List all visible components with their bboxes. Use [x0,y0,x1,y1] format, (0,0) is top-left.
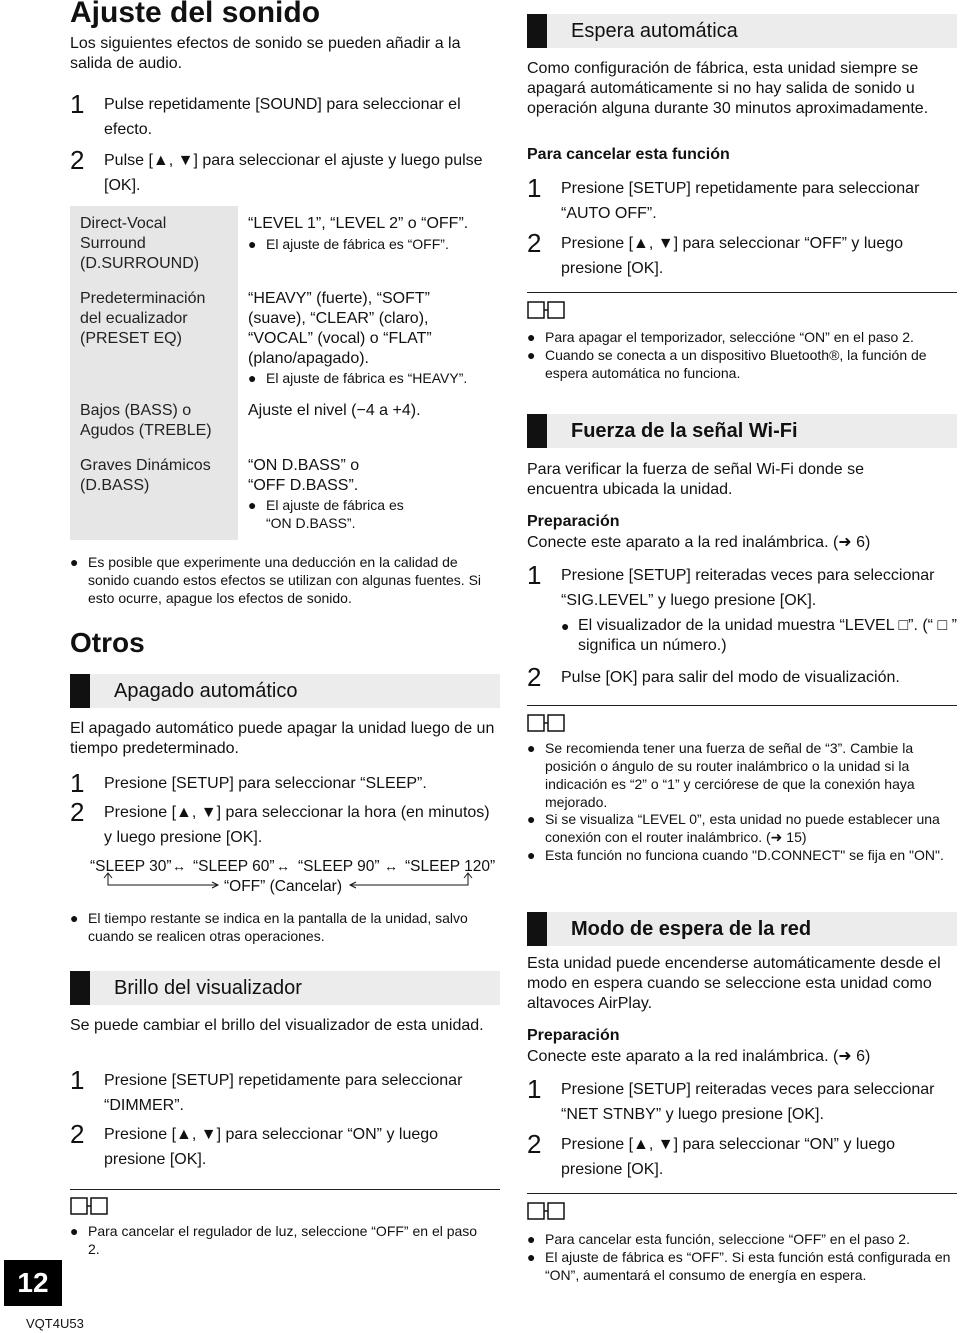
sleep-option-90: “SLEEP 90” [298,858,380,875]
heading-bar [70,674,90,708]
wifi-prep-text: Conecte este aparato a la red inalámbrica. (➜ 6) [527,534,871,551]
memo-icon [70,1196,108,1216]
table-row-value-preseteq: “HEAVY” (fuerte), “SOFT” (suave), “CLEAR” (claro), “VOCAL” (vocal) o “FLAT” (plano/apagado). [248,290,432,367]
red-heading: Modo de espera de la red [571,918,812,940]
page-title: Ajuste del sonido [70,0,321,29]
table-row-value-dbass: “ON D.BASS” o “OFF D.BASS”. [248,457,360,494]
red-heading-band [527,912,957,946]
brillo-heading: Brillo del visualizador [114,977,302,999]
table-row-value-bass-treble: Ajuste el nivel (−4 a +4). [248,402,421,419]
sleep-option-off: “OFF” (Cancelar) [224,878,342,895]
wifi-intro: Para verificar la fuerza de señal Wi-Fi donde se encuentra ubicada la unidad. [527,461,865,498]
divider [527,705,957,706]
sleep-option-30: “SLEEP 30” [90,858,172,875]
table-row-label-preseteq: Predeterminación del ecualizador (PRESET EQ) [80,290,206,347]
sound-intro: Los siguientes efectos de sonido se pueden añadir a la salida de audio. [70,35,461,72]
red-prep-text: Conecte este aparato a la red inalámbrica. (➜ 6) [527,1048,871,1065]
sleep-option-60: “SLEEP 60” [193,858,275,875]
heading-bar [527,912,547,946]
red-prep-title: Preparación [527,1027,620,1044]
apagado-intro: El apagado automático puede apagar la unidad luego de un tiempo predeterminado. [70,720,495,757]
memo-icon [527,1201,565,1221]
espera-intro: Como configuración de fábrica, esta unidad siempre se apagará automáticamente si no hay salida de sonido u operación alguna durante 30 minutos aproximadamente. [527,60,929,117]
wifi-heading: Fuerza de la señal Wi-Fi [571,420,798,442]
memo-icon [527,713,565,733]
red-intro: Esta unidad puede encenderse automáticamente desde el modo en espera cuando se seleccione esta unidad como altavoces AirPlay. [527,955,941,1012]
apagado-heading-band [70,674,500,708]
espera-heading-band [527,14,957,48]
wifi-prep-title: Preparación [527,513,620,530]
double-arrow-icon: ↔ [276,858,290,874]
brillo-intro: Se puede cambiar el brillo del visualizador de esta unidad. [70,1017,484,1034]
table-row-value-dsurround: “LEVEL 1”, “LEVEL 2” o “OFF”. [248,215,469,232]
otros-title: Otros [70,627,145,658]
apagado-heading: Apagado automático [114,680,298,702]
memo-icon [527,300,565,320]
heading-bar [527,14,547,48]
divider [70,1189,500,1190]
sleep-option-120: “SLEEP 120” [405,858,496,875]
heading-bar [70,971,90,1005]
brillo-heading-band [70,971,500,1005]
doc-code: VQT4U53 [26,1316,84,1331]
divider [527,1193,957,1194]
heading-bar [527,414,547,448]
page-number: 12 [4,1260,62,1306]
double-arrow-icon: ↔ [172,858,186,874]
table-row-label-dbass: Graves Dinámicos (D.BASS) [80,457,211,494]
table-row-label-bass-treble: Bajos (BASS) o Agudos (TREBLE) [80,402,212,439]
espera-heading: Espera automática [571,20,738,42]
double-arrow-icon: ↔ [384,858,398,874]
wifi-heading-band [527,414,957,448]
divider [527,292,957,293]
espera-cancel-title: Para cancelar esta función [527,146,730,163]
table-row-label-dsurround: Direct-Vocal Surround (D.SURROUND) [80,215,200,272]
